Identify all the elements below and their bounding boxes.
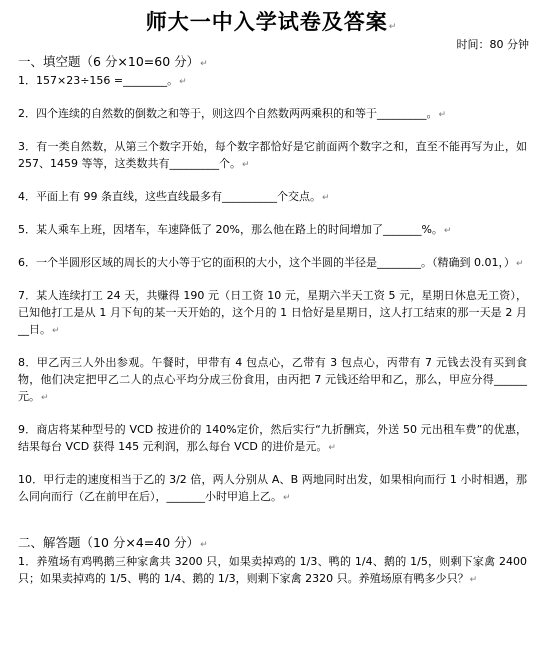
spacer (18, 507, 527, 521)
question-text: 9．商店将某种型号的 VCD 按进价的 140%定价，然后实行“九折酬宾，外送 50 元出租车费”的优惠，结果每台 VCD 获得 145 元利润，那么每台 VCD 的进价是元。 (18, 423, 527, 453)
section-heading-fill-in (18, 54, 527, 72)
question-text: 10．甲行走的速度相当于乙的 3/2 倍，两人分别从 A、B 两地同时出发，如果相向而行 1 小时相遇，那么同向而行（乙在前甲在后），_______小时甲追上乙。 (18, 473, 527, 503)
spacer (18, 457, 527, 471)
spacer (18, 174, 527, 188)
question-text: 3．有一类自然数，从第三个数字开始，每个数字都恰好是它前面两个数字之和，直至不能再写为止，如 257、1459 等等，这类数共有_________个。 (18, 140, 527, 170)
paragraph-mark-icon: ↵ (328, 443, 336, 453)
document-body (18, 54, 527, 589)
spacer (18, 273, 527, 287)
paragraph-mark-icon: ↵ (52, 326, 60, 336)
paragraph-mark-icon: ↵ (515, 259, 524, 269)
paragraph-mark-icon: ↵ (438, 110, 447, 120)
paragraph-mark-icon: ↵ (41, 393, 49, 403)
paragraph-mark-icon: ↵ (388, 22, 398, 32)
question-text: 4．平面上有 99 条直线，这些直线最多有__________个交点。 (18, 190, 321, 203)
exam-time: 时间：80 分钟 (456, 38, 529, 51)
question-text: 2．四个连续的自然数的倒数之和等于，则这四个自然数两两乘积的和等于_________。 (18, 107, 438, 120)
question-4 (18, 188, 527, 207)
page-title (0, 6, 543, 36)
question-2 (18, 105, 527, 124)
question-3 (18, 138, 527, 174)
spacer (18, 207, 527, 221)
spacer (18, 521, 527, 535)
question-text: 1．157×23÷156 =________。 (18, 74, 179, 87)
paragraph-mark-icon: ↵ (242, 160, 250, 170)
spacer (18, 124, 527, 138)
spacer (18, 407, 527, 421)
question-6 (18, 254, 527, 273)
paragraph-mark-icon: ↵ (200, 540, 208, 550)
paragraph-mark-icon: ↵ (322, 193, 330, 203)
question-text: 5．某人乘车上班，因堵车，车速降低了 20%，那么他在路上的时间增加了_______%。 (18, 223, 443, 236)
question-5 (18, 221, 527, 240)
question-8 (18, 354, 527, 407)
question-10 (18, 471, 527, 507)
title-text: 师大一中入学试卷及答案 (145, 9, 388, 34)
spacer (18, 340, 527, 354)
spacer (18, 240, 527, 254)
section-heading-text: 一、填空题（6 分×10=60 分） (18, 54, 200, 69)
question-text: 1．养殖场有鸡鸭鹅三种家禽共 3200 只，如果卖掉鸡的 1/3、鸭的 1/4、鹅的 1/5，则剩下家禽 2400 只；如果卖掉鸡的 1/5、鸭的 1/4、鹅的 1/3，则剩下家禽 2320 只。养殖场原有鸭多少只？ (18, 555, 527, 585)
question-text: 8．甲乙丙三人外出参观。午餐时，甲带有 4 包点心，乙带有 3 包点心，丙带有 7 元钱去没有买到食物，他们决定把甲乙二人的点心平均分成三份食用，由丙把 7 元钱还给甲和乙，那么，甲应分得______元。 (18, 356, 527, 403)
question-7 (18, 287, 527, 340)
question-9 (18, 421, 527, 457)
paragraph-mark-icon: ↵ (179, 77, 187, 87)
paragraph-mark-icon: ↵ (443, 226, 452, 236)
section-heading-solve (18, 535, 527, 553)
question-1 (18, 72, 527, 91)
section-heading-text: 二、解答题（10 分×4=40 分） (18, 535, 200, 550)
paragraph-mark-icon: ↵ (200, 59, 208, 69)
question-text: 7．某人连续打工 24 天，共赚得 190 元（日工资 10 元，星期六半天工资 5 元，星期日休息无工资），已知他打工是从 1 月下旬的某一天开始的，这个月的 1 日恰好是星期日，这人打工结束的那一天是 2 月__日。 (18, 289, 527, 336)
spacer (18, 91, 527, 105)
paragraph-mark-icon: ↵ (283, 493, 291, 503)
question-text: 6．一个半圆形区域的周长的大小等于它的面积的大小，这个半圆的半径是________。（精确到 0.01，） (18, 256, 515, 269)
solve-question-1 (18, 553, 527, 589)
paragraph-mark-icon: ↵ (469, 575, 478, 585)
